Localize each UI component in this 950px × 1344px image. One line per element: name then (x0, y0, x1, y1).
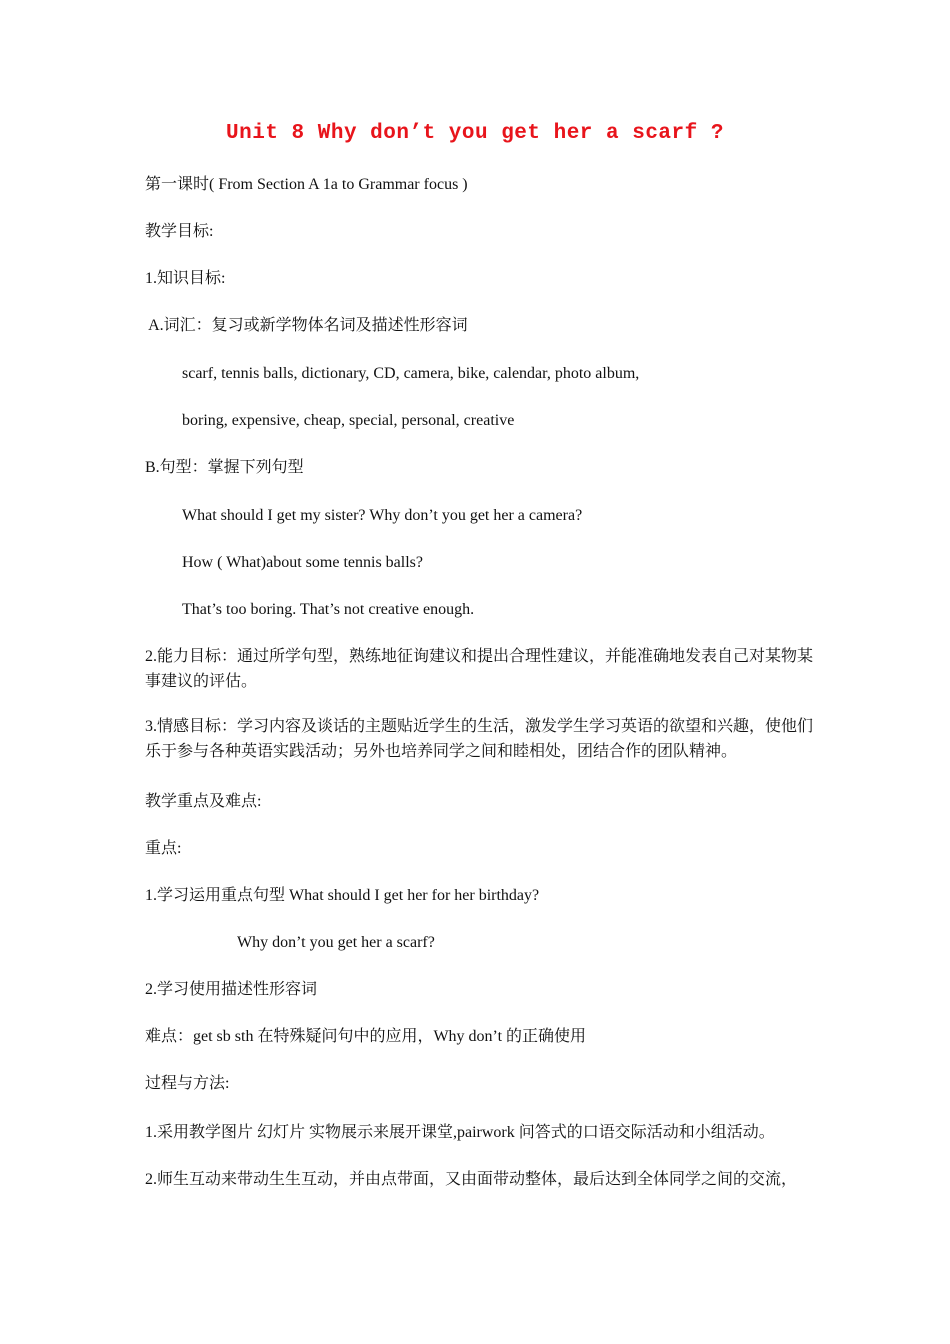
process-2: 2.师生互动来带动生生互动，并由点带面，又由面带动整体，最后达到全体同学之间的交流， (145, 1171, 798, 1188)
vocab-heading: A.词汇：复习或新学物体名词及描述性形容词 (145, 317, 468, 334)
document-title: Unit 8 Why don’t you get her a scarf ? (226, 122, 724, 145)
key-difficult-heading: 教学重点及难点: (145, 793, 262, 810)
vocab-adjectives: boring, expensive, cheap, special, personal, creative (182, 412, 515, 429)
sentence-heading: B.句型：掌握下列句型 (145, 459, 304, 476)
process-heading: 过程与方法: (145, 1075, 230, 1092)
key-point-1b: Why don’t you get her a scarf? (237, 934, 435, 951)
knowledge-heading: 1.知识目标: (145, 270, 226, 287)
key-points-heading: 重点: (145, 840, 182, 857)
difficult-point: 难点：get sb sth 在特殊疑问句中的应用，Why don’t 的正确使用 (145, 1028, 587, 1045)
key-point-1: 1.学习运用重点句型 What should I get her for her birthday? (145, 887, 540, 904)
ability-goal: 2.能力目标：通过所学句型，熟练地征询建议和提出合理性建议，并能准确地发表自己对某物某事建议的评估。 (145, 648, 814, 690)
objectives-heading: 教学目标: (145, 223, 214, 240)
emotion-goal: 3.情感目标：学习内容及谈话的主题贴近学生的生活，激发学生学习英语的欲望和兴趣，使他们乐于参与各种英语实践活动；另外也培养同学之间和睦相处，团结合作的团队精神。 (145, 718, 814, 760)
vocab-nouns: scarf, tennis balls, dictionary, CD, camera, bike, calendar, photo album, (182, 365, 640, 382)
sentence-3: That’s too boring. That’s not creative enough. (182, 601, 475, 618)
sentence-1: What should I get my sister? Why don’t you get her a camera? (182, 507, 583, 524)
process-1: 1.采用教学图片 幻灯片 实物展示来展开课堂,pairwork 问答式的口语交际活动和小组活动。 (145, 1124, 775, 1141)
key-point-2: 2.学习使用描述性形容词 (145, 981, 318, 998)
sentence-2: How ( What)about some tennis balls? (182, 554, 423, 571)
lesson-period: 第一课时( From Section A 1a to Grammar focus ) (145, 176, 468, 193)
